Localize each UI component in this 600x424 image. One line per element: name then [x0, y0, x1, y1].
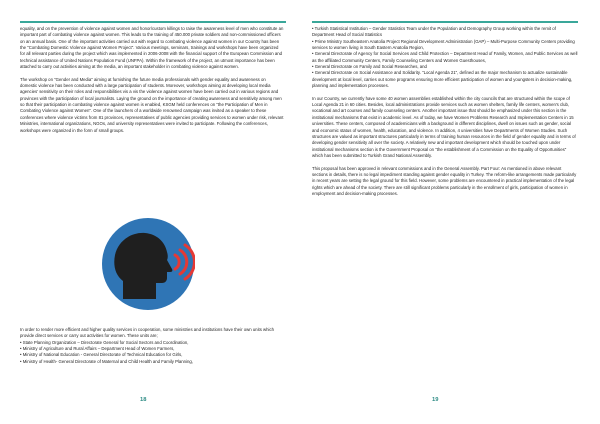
left-bullet-1: • State Planning Organization – Directorate General for Social Sectors and Coordination, [20, 339, 189, 345]
right-text-block [312, 26, 578, 197]
left-text-block-bottom [20, 327, 284, 365]
page-number-right: 19 [432, 397, 439, 403]
left-bullet-4: • Ministry of Health- General Directorate of Maternal and Child Health and Family Planning, [20, 358, 193, 364]
left-paragraph-2: The workshop on "Gender and Media" aiming at furnishing the future media professionals with gender equality and awareness on domestic violence has been conducted with a large participation of students. Moreover, workshops aiming at developing local media agencies' sensitivity on their roles and responsibilities vis a vis the violence against women have been carried out in various regions and provinces with the participation of local journalists. Laying the ground on the importance of creating awareness and sensitivity among men so that their participation in combating violence against women is enabled, KSGM held conferences on "the Participation of Men in Combating Violence against Women". One of the launchers of a worldwide renowned campaign was invited as a speaker to these conferences where violence victims from 81 provinces, representatives of public agencies providing services to women under risk, relevant Ministries, international organizations, NGOs, and university representatives were invited to participate. Following the conferences, workshops were organized in the form of small groups. [20, 76, 284, 133]
right-bullet-1: • Turkish Statistical Institution – Gender Statistics Team under the Population and Demography Group working within the remit of Department Head of Social Statistics [312, 26, 556, 38]
right-bullet-5: • General Directorate on Social Assistance and Solidarity. "Local Agenda 21", defined as the major mechanism to actualize sustainable development at local level, carries out some programs ensuring more efficient participation of women and youngsters in decision-making, planning and implementation processes. [312, 70, 573, 89]
left-units-intro: In order to render more efficient and higher quality services in cooperation, some ministries and institutions have their own units which provide direct services or carry out activities for women. These units are; [20, 327, 275, 339]
right-bullet-2: • Prime Ministry Southeastern Anatolia Project Regional Development Administration (GAP) – Multi-Purpose Community Centers providing services to women living in South Eastern Anatolia Region, [312, 38, 575, 51]
right-bullet-list [312, 26, 578, 89]
right-bullet-3: • General Directorate of Agency for Social Services and Child Protection – Department Head of Family, Women, and Public Services as well as the affiliated Community Centers, Family Counseling Centers and Women Guesthouses, [312, 51, 578, 63]
right-page [300, 0, 600, 424]
left-paragraph-1: equality, and on the prevention of violence against women and honor/custom killings to raise the awareness level of men who constitute an important part of combating violence against women. This leads to the training of 450.000 private soldiers and non-commissioned officers on an annual basis. One of the important activities carried out with regard to combating violence against women in our Country has been the "Combating Domestic Violence against Women Project". Various meetings, seminars, trainings and workshops have been organized for all relevant parties during the project which was implemented in 2006-2008 with the financial support of the European Commission and technical assistance of United Nations Population Fund (UNFPA). Within the framework of the project, an utmost importance has been attached to carry out activities aiming at the media, an important stakeholder in combating violence against women. [20, 26, 284, 70]
right-bullet-4: • General Directorate on Family and Social Researches, and [312, 64, 427, 70]
top-rule-left [20, 21, 286, 23]
left-text-block-top [20, 26, 284, 134]
right-paragraph-1: In our Country, we currently have some 40 women assemblies established within the city councils that are structured within the scope of Local Agenda 21 in 60 cities. Besides, local administrations provide services such as women shelters, family life centers, women's club, vocational and art courses and family counseling centers. Another important issue that should be emphasized under this section is the institutional mechanisms that exist in academic level. As of today, we have Women Problems Research and Implementation Centers in 15 universities. These centers, composed of academicians with a background in different disciplines, dwell on issues such as gender, social and economic status of women, health, education, and violence. In addition, 4 universities have Departments of Women Studies. Such structures are valued as important structures particularly in terms of training human resources in the field of gender equality and in terms of developing gender sensitivity all over the society. A relatively new and important development which should be touched upon under institutional mechanisms section is the Government Proposal on "the establishment of a Commission on the Equality of Opportunities" which has been submitted to Turkish Grand National Assembly. [312, 95, 576, 158]
top-rule-right [312, 21, 578, 23]
speaking-head-icon [101, 217, 195, 311]
left-bullet-3: • Ministry of National Education - General Directorate of Technical Education for Girls, [20, 352, 183, 358]
left-bullet-2: • Ministry of Agriculture and Rural Affairs – Department Head of Women Farmers, [20, 346, 175, 352]
right-paragraph-2: This proposal has been approved in relevant commissions and in the General Assembly. Part Four: As mentioned in above relevant sections in details, there is no legal impediment standing against gender equality in Turkey. The reform-like arrangements made particularly in recent years are setting the legal ground for this field. However, some problems are encountered in practical implementation of the legal rights which are ahead of the society. There are still significant problems particularly in the enrollment of girls, participation of women in employment and decision-making processes. [312, 165, 577, 196]
page-number-left: 18 [140, 397, 147, 403]
